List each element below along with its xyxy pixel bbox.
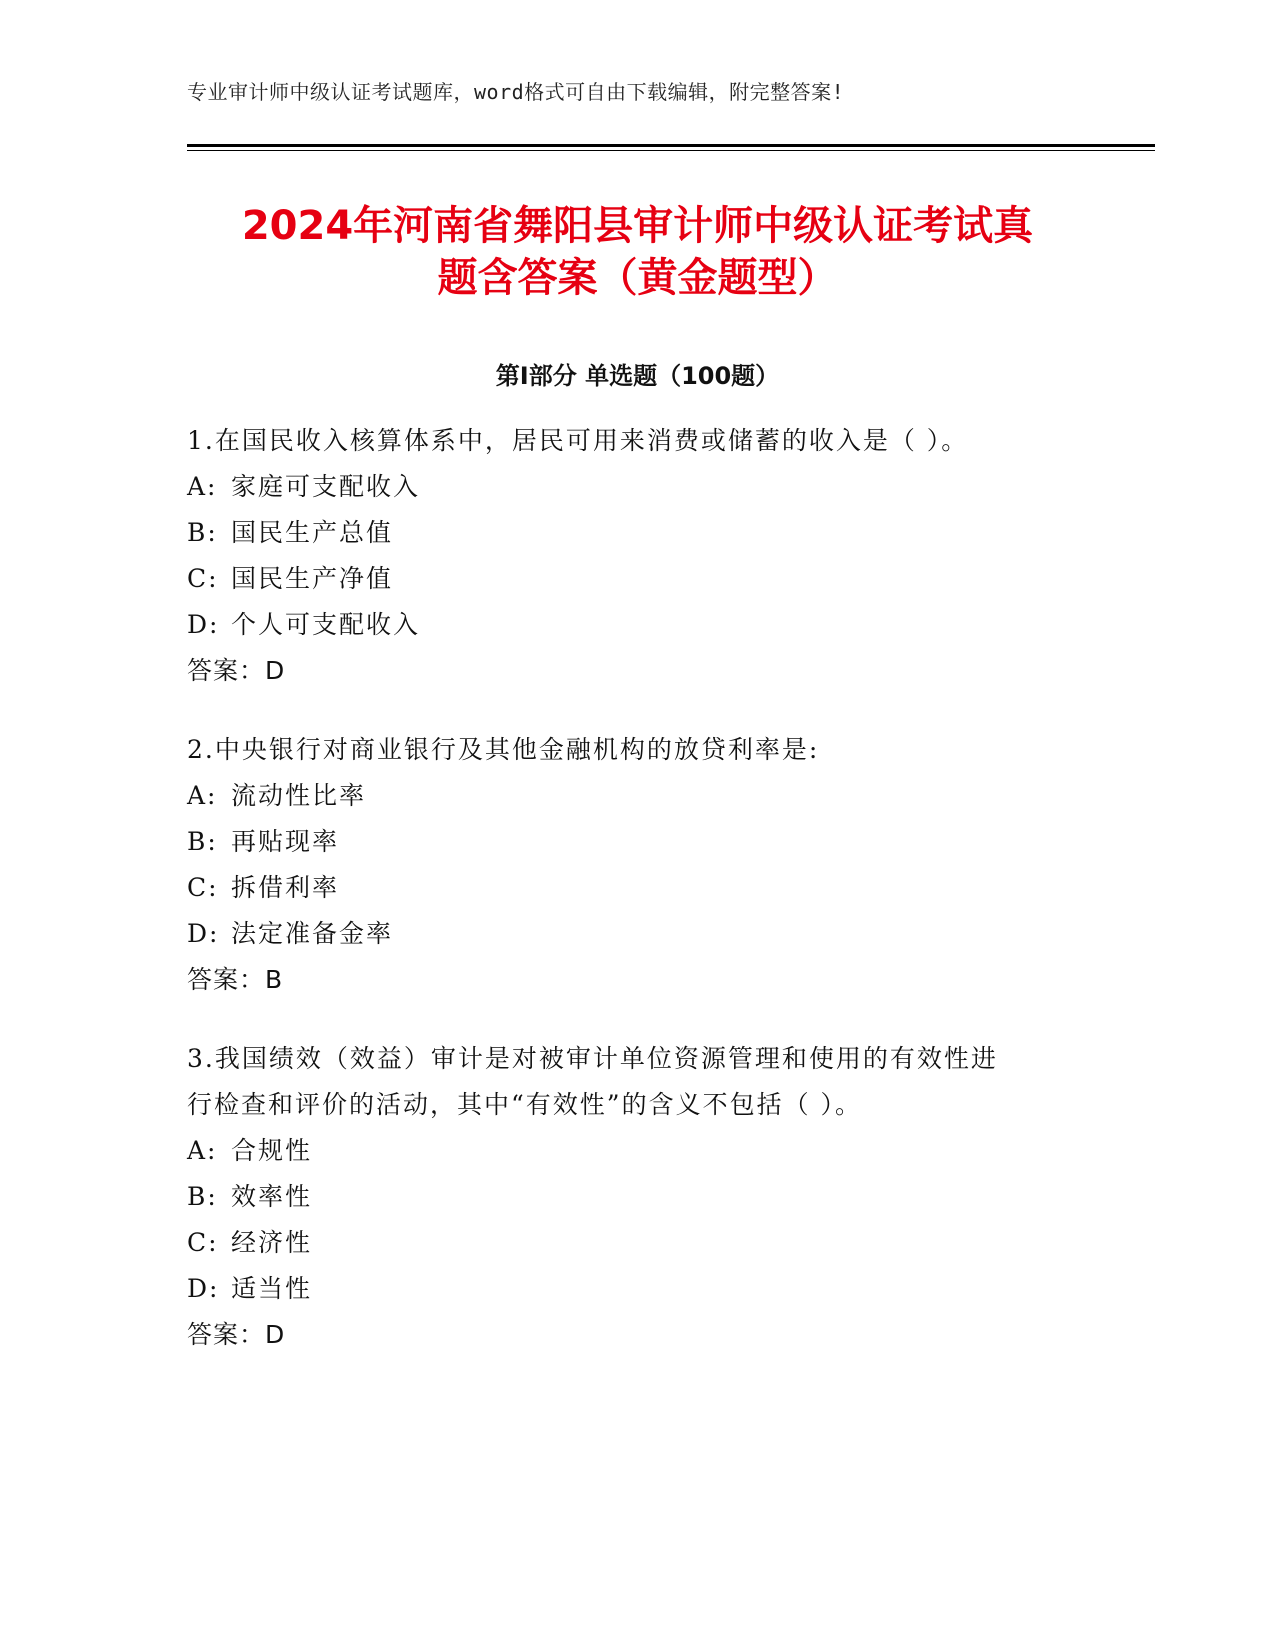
option-text: 适当性 bbox=[231, 1274, 313, 1303]
question-stem-line-1: 3.我国绩效（效益）审计是对被审计单位资源管理和使用的有效性进 bbox=[187, 1044, 998, 1073]
title-line-1: 2024年河南省舞阳县审计师中级认证考试真 bbox=[241, 203, 1034, 249]
option-text: 个人可支配收入 bbox=[231, 610, 421, 639]
section-heading: 第I部分 单选题（100题） bbox=[495, 362, 780, 390]
option-letter: C: bbox=[187, 1228, 219, 1257]
option-b bbox=[187, 1174, 1087, 1220]
title-line-2: 题含答案（黄金题型） bbox=[437, 255, 838, 301]
option-text: 法定准备金率 bbox=[231, 919, 394, 948]
option-letter: D: bbox=[187, 919, 220, 948]
question-stem-line-2: 行检查和评价的活动，其中“有效性”的含义不包括（ ）。 bbox=[187, 1090, 863, 1119]
option-text: 效率性 bbox=[231, 1182, 313, 1211]
option-letter: D: bbox=[187, 1274, 220, 1303]
option-text: 拆借利率 bbox=[231, 873, 340, 902]
option-letter: D: bbox=[187, 610, 220, 639]
question-1 bbox=[187, 418, 1087, 694]
option-text: 合规性 bbox=[231, 1136, 313, 1165]
option-text: 国民生产总值 bbox=[231, 518, 394, 547]
option-b bbox=[187, 510, 1087, 556]
option-c bbox=[187, 556, 1087, 602]
header-note: 专业审计师中级认证考试题库，word格式可自由下载编辑，附完整答案! bbox=[187, 80, 845, 104]
header-divider-thin bbox=[187, 150, 1155, 151]
answer: 答案：D bbox=[187, 656, 286, 685]
option-a bbox=[187, 1128, 1087, 1174]
option-a bbox=[187, 464, 1087, 510]
question-stem: 1.在国民收入核算体系中，居民可用来消费或储蓄的收入是（ ）。 bbox=[187, 426, 969, 455]
option-d bbox=[187, 602, 1087, 648]
option-b bbox=[187, 819, 1087, 865]
document-title bbox=[150, 200, 1125, 304]
question-stem: 2.中央银行对商业银行及其他金融机构的放贷利率是: bbox=[187, 735, 820, 764]
option-letter: A: bbox=[187, 781, 218, 810]
option-letter: C: bbox=[187, 873, 219, 902]
option-text: 流动性比率 bbox=[231, 781, 367, 810]
option-letter: B: bbox=[187, 1182, 218, 1211]
question-2 bbox=[187, 727, 1087, 1003]
option-letter: C: bbox=[187, 564, 219, 593]
option-text: 经济性 bbox=[231, 1228, 313, 1257]
header-divider-thick bbox=[187, 144, 1155, 147]
answer: 答案：D bbox=[187, 1320, 286, 1349]
option-a bbox=[187, 773, 1087, 819]
option-d bbox=[187, 1266, 1087, 1312]
option-letter: A: bbox=[187, 472, 218, 501]
answer: 答案：B bbox=[187, 965, 284, 994]
option-text: 再贴现率 bbox=[231, 827, 340, 856]
option-d bbox=[187, 911, 1087, 957]
option-letter: A: bbox=[187, 1136, 218, 1165]
option-text: 国民生产净值 bbox=[231, 564, 394, 593]
option-letter: B: bbox=[187, 518, 218, 547]
option-c bbox=[187, 865, 1087, 911]
question-3 bbox=[187, 1036, 1087, 1358]
option-text: 家庭可支配收入 bbox=[231, 472, 421, 501]
option-c bbox=[187, 1220, 1087, 1266]
option-letter: B: bbox=[187, 827, 218, 856]
